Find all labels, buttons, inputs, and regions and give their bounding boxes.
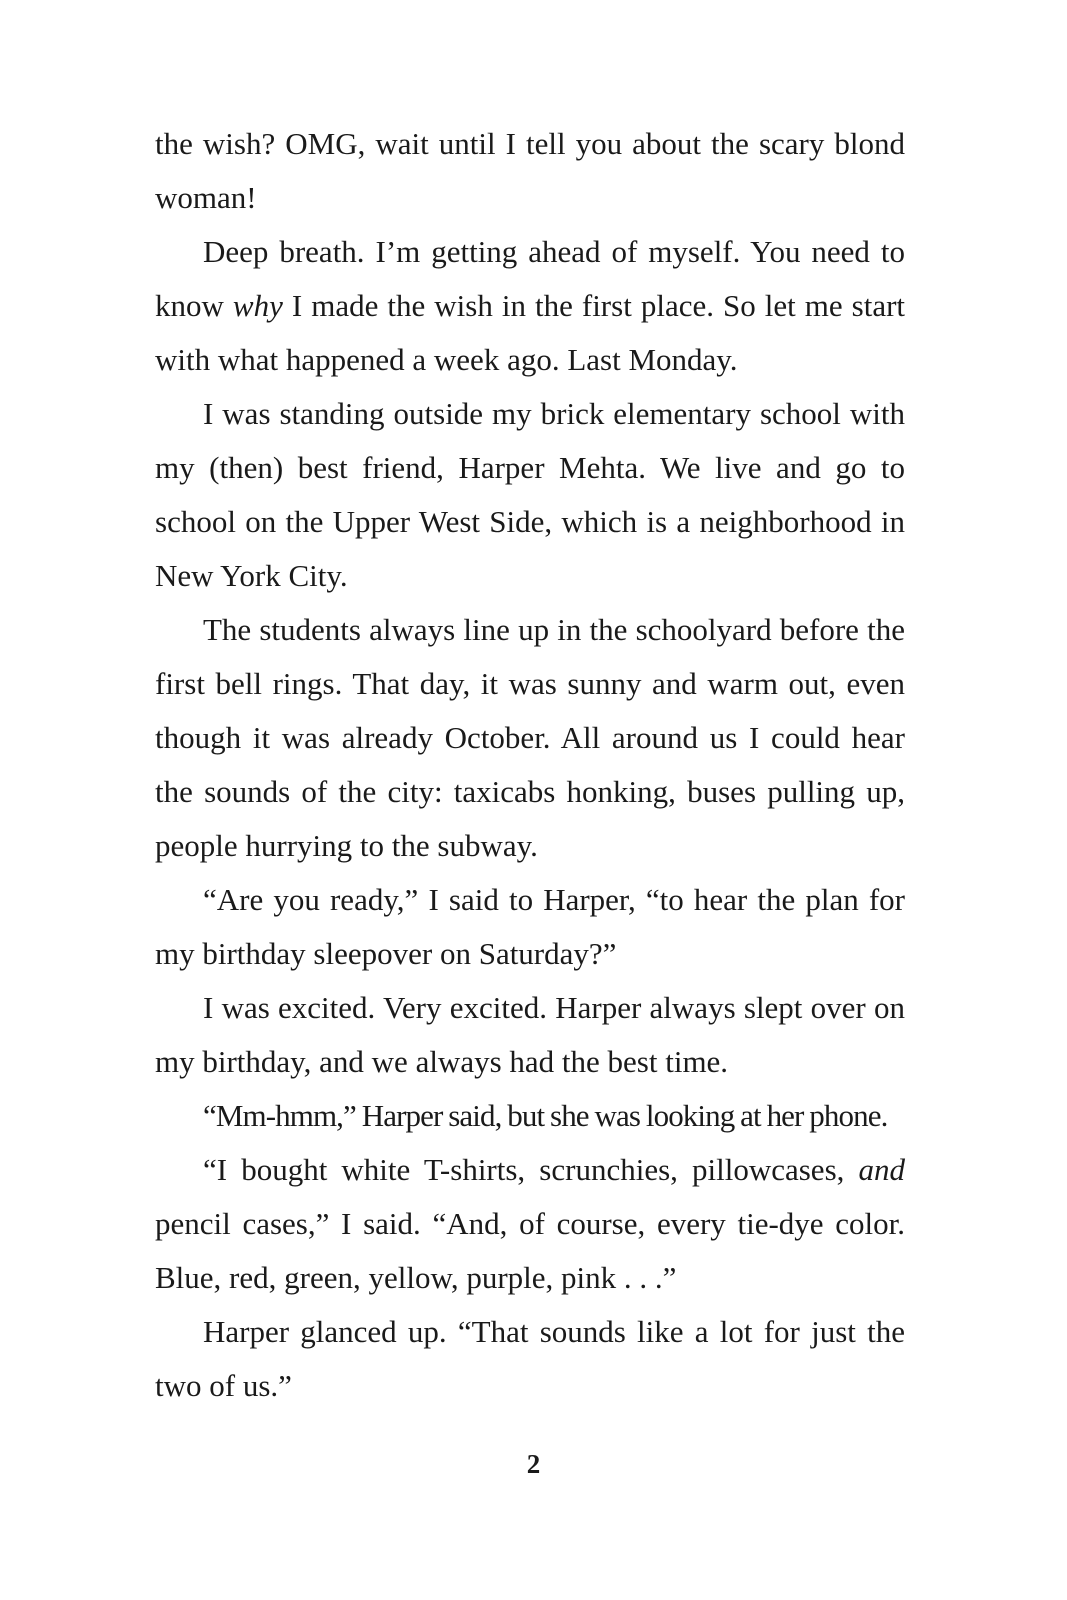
- paragraph-9: [155, 1305, 905, 1413]
- paragraph-text: I was excited. Very excited. Harper always slept over on my birthday, and we always had the best time.: [155, 990, 905, 1079]
- paragraph-text: I made the wish in the first place. So let me start with what happened a week ago. Last Monday.: [155, 288, 906, 377]
- paragraph-6: [155, 981, 905, 1089]
- paragraph-2: [155, 225, 905, 387]
- paragraph-text: I was standing outside my brick elementary school with my (then) best friend, Harper Mehta. We live and go to school on the Upper West Side, which is a neighborhood in New York City.: [155, 396, 905, 593]
- paragraph-3: [155, 387, 905, 603]
- paragraph-text: Harper glanced up. “That sounds like a lot for just the two of us.”: [155, 1314, 905, 1403]
- paragraph-text: “Mm-hmm,” Harper said, but she was looking at her phone.: [203, 1098, 888, 1133]
- page-number: 2: [526, 1449, 541, 1479]
- paragraph-text: “Are you ready,” I said to Harper, “to hear the plan for my birthday sleepover on Saturday?”: [155, 882, 905, 971]
- paragraph-5: [155, 873, 905, 981]
- paragraph-text: The students always line up in the schoolyard before the first bell rings. That day, it was sunny and warm out, even though it was already October. All around us I could hear the sounds of the city: taxicabs honking, buses pulling up, people hurrying to the subway.: [155, 612, 905, 863]
- italic-word: and: [858, 1152, 905, 1187]
- body-text: [155, 117, 905, 1413]
- paragraph-text: pencil cases,” I said. “And, of course, every tie-dye color. Blue, red, green, yellow, purple, pink . . .”: [155, 1206, 905, 1295]
- paragraph-1: [155, 117, 905, 225]
- paragraph-4: [155, 603, 905, 873]
- paragraph-8: [155, 1143, 905, 1305]
- paragraph-text: “I bought white T-shirts, scrunchies, pillowcases,: [203, 1152, 859, 1187]
- paragraph-text: Deep breath. I’m getting ahead of myself. You need to know: [155, 234, 905, 323]
- paragraph-7: [155, 1089, 905, 1143]
- italic-word: why: [232, 288, 283, 323]
- paragraph-text: the wish? OMG, wait until I tell you about the scary blond woman!: [155, 126, 905, 215]
